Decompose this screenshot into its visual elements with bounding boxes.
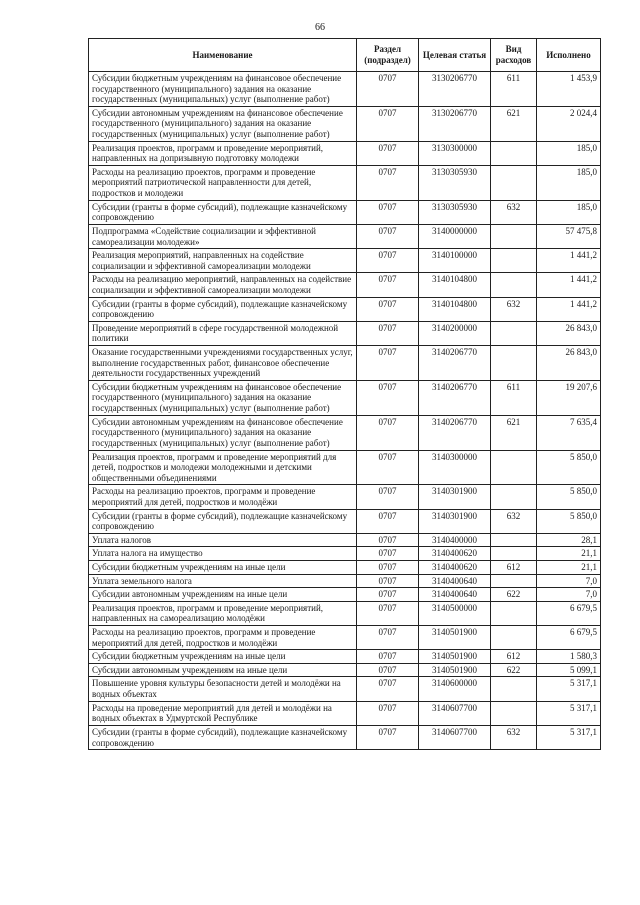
- cell-article: 3140400620: [419, 560, 491, 574]
- table-row: [89, 626, 601, 650]
- cell-amount: 1 441,2: [537, 249, 601, 273]
- cell-section: 0707: [357, 650, 419, 664]
- cell-expense-type: [491, 224, 537, 248]
- table-row: [89, 200, 601, 224]
- cell-amount: 5 317,1: [537, 677, 601, 701]
- cell-name: Субсидии автономным учреждениям на иные цели: [89, 663, 357, 677]
- cell-article: 3140000000: [419, 224, 491, 248]
- cell-section: 0707: [357, 380, 419, 415]
- cell-amount: 5 850,0: [537, 450, 601, 485]
- cell-name: Субсидии автономным учреждениям на иные цели: [89, 588, 357, 602]
- cell-expense-type: 622: [491, 588, 537, 602]
- table-row: [89, 224, 601, 248]
- table-row: [89, 273, 601, 297]
- cell-section: 0707: [357, 677, 419, 701]
- cell-article: 3140100000: [419, 249, 491, 273]
- table-row: [89, 415, 601, 450]
- cell-section: 0707: [357, 321, 419, 345]
- cell-amount: 5 317,1: [537, 701, 601, 725]
- cell-name: Подпрограмма «Содействие социализации и эффективной самореализации молодежи»: [89, 224, 357, 248]
- cell-expense-type: [491, 601, 537, 625]
- cell-section: 0707: [357, 273, 419, 297]
- cell-section: 0707: [357, 725, 419, 749]
- cell-expense-type: 632: [491, 297, 537, 321]
- cell-amount: 21,1: [537, 547, 601, 561]
- cell-expense-type: [491, 547, 537, 561]
- cell-article: 3140206770: [419, 415, 491, 450]
- cell-name: Субсидии автономным учреждениям на финансовое обеспечение государственного (муниципального) задания на оказание государственных (муниципальных) услуг (выполнение работ): [89, 106, 357, 141]
- cell-article: 3140104800: [419, 273, 491, 297]
- table-row: [89, 450, 601, 485]
- cell-section: 0707: [357, 574, 419, 588]
- table-row: [89, 141, 601, 165]
- header-section: Раздел (подраздел): [357, 39, 419, 72]
- cell-section: 0707: [357, 200, 419, 224]
- cell-section: 0707: [357, 450, 419, 485]
- cell-section: 0707: [357, 533, 419, 547]
- cell-name: Расходы на реализацию проектов, программ и проведение мероприятий патриотической направленности для детей, подростков и молодежи: [89, 165, 357, 200]
- cell-article: 3130300000: [419, 141, 491, 165]
- cell-article: 3140500000: [419, 601, 491, 625]
- cell-amount: 1 580,3: [537, 650, 601, 664]
- cell-amount: 185,0: [537, 200, 601, 224]
- cell-name: Реализация проектов, программ и проведение мероприятий для детей, подростков и молодежи молодежными и детскими общественными объединениями: [89, 450, 357, 485]
- cell-expense-type: 622: [491, 663, 537, 677]
- table-row: [89, 321, 601, 345]
- header-name: Наименование: [89, 39, 357, 72]
- table-row: [89, 346, 601, 381]
- cell-section: 0707: [357, 415, 419, 450]
- cell-section: 0707: [357, 588, 419, 602]
- cell-expense-type: [491, 346, 537, 381]
- cell-amount: 5 850,0: [537, 485, 601, 509]
- cell-name: Реализация мероприятий, направленных на содействие социализации и эффективной самореализации молодежи: [89, 249, 357, 273]
- cell-expense-type: 612: [491, 650, 537, 664]
- cell-amount: 1 453,9: [537, 72, 601, 107]
- cell-article: 3130206770: [419, 72, 491, 107]
- table-row: [89, 509, 601, 533]
- cell-expense-type: 632: [491, 725, 537, 749]
- cell-amount: 28,1: [537, 533, 601, 547]
- cell-expense-type: [491, 165, 537, 200]
- cell-article: 3140400640: [419, 588, 491, 602]
- cell-expense-type: 632: [491, 200, 537, 224]
- cell-name: Расходы на проведение мероприятий для детей и молодёжи на водных объектах в Удмуртской Республике: [89, 701, 357, 725]
- table-row: [89, 485, 601, 509]
- cell-name: Повышение уровня культуры безопасности детей и молодёжи на водных объектах: [89, 677, 357, 701]
- header-article: Целевая статья: [419, 39, 491, 72]
- cell-article: 3140200000: [419, 321, 491, 345]
- cell-section: 0707: [357, 224, 419, 248]
- cell-article: 3140206770: [419, 380, 491, 415]
- cell-expense-type: 611: [491, 72, 537, 107]
- cell-expense-type: [491, 485, 537, 509]
- table-header-row: [89, 39, 601, 72]
- cell-name: Субсидии автономным учреждениям на финансовое обеспечение государственного (муниципального) задания на оказание государственных (муниципальных) услуг (выполнение работ): [89, 415, 357, 450]
- cell-article: 3130305930: [419, 165, 491, 200]
- table-row: [89, 725, 601, 749]
- cell-article: 3140301900: [419, 509, 491, 533]
- cell-expense-type: 621: [491, 415, 537, 450]
- cell-name: Субсидии бюджетным учреждениям на финансовое обеспечение государственного (муниципального) задания на оказание государственных (муниципальных) услуг (выполнение работ): [89, 380, 357, 415]
- cell-article: 3140501900: [419, 650, 491, 664]
- cell-expense-type: [491, 141, 537, 165]
- cell-name: Субсидии бюджетным учреждениям на иные цели: [89, 650, 357, 664]
- cell-article: 3130206770: [419, 106, 491, 141]
- cell-section: 0707: [357, 346, 419, 381]
- table-row: [89, 574, 601, 588]
- cell-article: 3140300000: [419, 450, 491, 485]
- cell-expense-type: [491, 273, 537, 297]
- cell-expense-type: [491, 533, 537, 547]
- cell-amount: 26 843,0: [537, 346, 601, 381]
- table-row: [89, 533, 601, 547]
- cell-article: 3140607700: [419, 701, 491, 725]
- cell-amount: 57 475,8: [537, 224, 601, 248]
- table-row: [89, 663, 601, 677]
- cell-section: 0707: [357, 701, 419, 725]
- cell-expense-type: 632: [491, 509, 537, 533]
- cell-section: 0707: [357, 663, 419, 677]
- cell-name: Уплата налога на имущество: [89, 547, 357, 561]
- cell-name: Реализация проектов, программ и проведение мероприятий, направленных на допризывную подготовку молодежи: [89, 141, 357, 165]
- cell-name: Субсидии бюджетным учреждениям на финансовое обеспечение государственного (муниципального) задания на оказание государственных (муниципальных) услуг (выполнение работ): [89, 72, 357, 107]
- cell-name: Субсидии (гранты в форме субсидий), подлежащие казначейскому сопровождению: [89, 509, 357, 533]
- cell-article: 3140501900: [419, 663, 491, 677]
- cell-expense-type: [491, 701, 537, 725]
- cell-expense-type: 611: [491, 380, 537, 415]
- cell-name: Расходы на реализацию проектов, программ и проведение мероприятий для детей, подростков и молодёжи: [89, 485, 357, 509]
- cell-article: 3140400640: [419, 574, 491, 588]
- cell-amount: 5 317,1: [537, 725, 601, 749]
- cell-amount: 1 441,2: [537, 297, 601, 321]
- cell-expense-type: [491, 321, 537, 345]
- cell-name: Оказание государственными учреждениями государственных услуг, выполнение государственных работ, финансовое обеспечение деятельности государственных учреждений: [89, 346, 357, 381]
- cell-name: Реализация проектов, программ и проведение мероприятий, направленных на самореализацию молодёжи: [89, 601, 357, 625]
- cell-article: 3130305930: [419, 200, 491, 224]
- cell-amount: 185,0: [537, 141, 601, 165]
- page-number: 66: [315, 22, 325, 33]
- cell-section: 0707: [357, 249, 419, 273]
- table-body: [89, 72, 601, 750]
- table-row: [89, 249, 601, 273]
- cell-amount: 1 441,2: [537, 273, 601, 297]
- cell-amount: 7 635,4: [537, 415, 601, 450]
- table-row: [89, 601, 601, 625]
- cell-expense-type: [491, 626, 537, 650]
- cell-article: 3140400620: [419, 547, 491, 561]
- cell-amount: 6 679,5: [537, 601, 601, 625]
- cell-amount: 19 207,6: [537, 380, 601, 415]
- cell-amount: 7,0: [537, 574, 601, 588]
- cell-name: Расходы на реализацию мероприятий, направленных на содействие социализации и эффективной самореализации молодежи: [89, 273, 357, 297]
- table-row: [89, 547, 601, 561]
- table-row: [89, 650, 601, 664]
- cell-section: 0707: [357, 72, 419, 107]
- header-amount: Исполнено: [537, 39, 601, 72]
- cell-name: Субсидии (гранты в форме субсидий), подлежащие казначейскому сопровождению: [89, 297, 357, 321]
- cell-amount: 7,0: [537, 588, 601, 602]
- cell-section: 0707: [357, 601, 419, 625]
- cell-name: Уплата налогов: [89, 533, 357, 547]
- cell-expense-type: 612: [491, 560, 537, 574]
- cell-article: 3140104800: [419, 297, 491, 321]
- cell-article: 3140400000: [419, 533, 491, 547]
- cell-article: 3140501900: [419, 626, 491, 650]
- cell-section: 0707: [357, 626, 419, 650]
- cell-amount: 5 099,1: [537, 663, 601, 677]
- cell-section: 0707: [357, 547, 419, 561]
- table-row: [89, 72, 601, 107]
- cell-name: Субсидии бюджетным учреждениям на иные цели: [89, 560, 357, 574]
- table-row: [89, 297, 601, 321]
- cell-section: 0707: [357, 560, 419, 574]
- cell-amount: 6 679,5: [537, 626, 601, 650]
- table-row: [89, 165, 601, 200]
- cell-name: Субсидии (гранты в форме субсидий), подлежащие казначейскому сопровождению: [89, 725, 357, 749]
- cell-section: 0707: [357, 141, 419, 165]
- cell-amount: 185,0: [537, 165, 601, 200]
- cell-expense-type: [491, 677, 537, 701]
- cell-amount: 21,1: [537, 560, 601, 574]
- header-expense-type: Вид расходов: [491, 39, 537, 72]
- table-row: [89, 106, 601, 141]
- table-row: [89, 701, 601, 725]
- cell-article: 3140206770: [419, 346, 491, 381]
- cell-amount: 5 850,0: [537, 509, 601, 533]
- table-row: [89, 588, 601, 602]
- cell-name: Проведение мероприятий в сфере государственной молодежной политики: [89, 321, 357, 345]
- cell-expense-type: [491, 574, 537, 588]
- cell-section: 0707: [357, 509, 419, 533]
- cell-section: 0707: [357, 165, 419, 200]
- cell-expense-type: [491, 249, 537, 273]
- cell-expense-type: [491, 450, 537, 485]
- budget-table: [88, 38, 601, 750]
- cell-article: 3140301900: [419, 485, 491, 509]
- cell-article: 3140607700: [419, 725, 491, 749]
- cell-section: 0707: [357, 485, 419, 509]
- cell-amount: 26 843,0: [537, 321, 601, 345]
- cell-expense-type: 621: [491, 106, 537, 141]
- cell-name: Уплата земельного налога: [89, 574, 357, 588]
- cell-amount: 2 024,4: [537, 106, 601, 141]
- table-row: [89, 560, 601, 574]
- cell-section: 0707: [357, 106, 419, 141]
- cell-name: Субсидии (гранты в форме субсидий), подлежащие казначейскому сопровождению: [89, 200, 357, 224]
- cell-section: 0707: [357, 297, 419, 321]
- cell-name: Расходы на реализацию проектов, программ и проведение мероприятий для детей, подростков и молодёжи: [89, 626, 357, 650]
- table-row: [89, 677, 601, 701]
- cell-article: 3140600000: [419, 677, 491, 701]
- table-row: [89, 380, 601, 415]
